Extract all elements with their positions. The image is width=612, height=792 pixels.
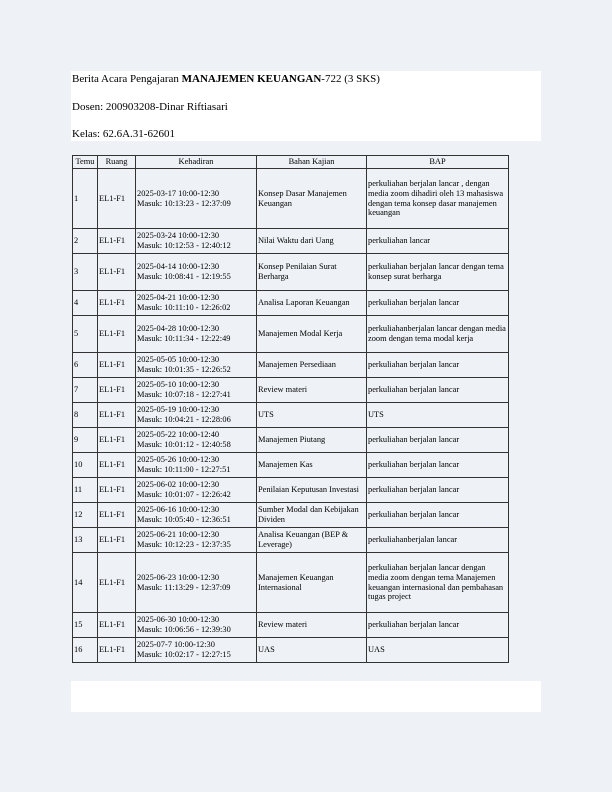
meeting-number-cell: 13 [73, 528, 98, 553]
schedule-text: 2025-07-7 10:00-12:30 [137, 640, 215, 650]
course-name: MANAJEMEN KEUANGAN [181, 73, 322, 85]
table-row [73, 528, 509, 553]
attendance-cell [136, 291, 257, 316]
column-header-bap: BAP [367, 156, 509, 169]
meeting-number-cell: 1 [73, 169, 98, 229]
topic-cell: Sumber Modal dan Kebijakan Dividen [257, 503, 367, 528]
topic-cell: UAS [257, 638, 367, 663]
lecturer-line: Dosen: 200903208-Dinar Riftiasari [72, 101, 228, 113]
meeting-number-cell: 6 [73, 353, 98, 378]
topic-cell: Review materi [257, 613, 367, 638]
attendance-cell [136, 316, 257, 353]
topic-cell: Analisa Keuangan (BEP & Leverage) [257, 528, 367, 553]
bap-cell: perkuliahan berjalan lancar [367, 378, 509, 403]
column-header-temu: Temu [73, 156, 98, 169]
schedule-text: 2025-04-28 10:00-12:30 [137, 324, 220, 334]
schedule-text: 2025-03-24 10:00-12:30 [137, 231, 220, 241]
schedule-text: 2025-05-26 10:00-12:30 [137, 455, 220, 465]
table-row [73, 291, 509, 316]
room-cell: EL1-F1 [98, 353, 136, 378]
table-row [73, 229, 509, 254]
topic-cell: Manajemen Keuangan Internasional [257, 553, 367, 613]
topic-cell: Manajemen Persediaan [257, 353, 367, 378]
checkin-text: Masuk: 10:13:23 - 12:37:09 [137, 198, 231, 208]
schedule-text: 2025-04-14 10:00-12:30 [137, 262, 220, 272]
schedule-text: 2025-06-02 10:00-12:30 [137, 480, 220, 490]
room-cell: EL1-F1 [98, 638, 136, 663]
room-cell: EL1-F1 [98, 378, 136, 403]
room-cell: EL1-F1 [98, 478, 136, 503]
attendance-cell [136, 169, 257, 229]
attendance-table [72, 155, 509, 663]
attendance-cell [136, 503, 257, 528]
table-row [73, 378, 509, 403]
meeting-number-cell: 7 [73, 378, 98, 403]
room-cell: EL1-F1 [98, 169, 136, 229]
bap-cell: perkuliahanberjalan lancar [367, 528, 509, 553]
title-prefix: Berita Acara Pengajaran [72, 73, 182, 85]
table-row [73, 453, 509, 478]
attendance-cell [136, 478, 257, 503]
checkin-text: Masuk: 10:04:21 - 12:28:06 [137, 415, 231, 424]
topic-cell: Analisa Laporan Keuangan [257, 291, 367, 316]
meeting-number-cell: 5 [73, 316, 98, 353]
column-header-ruang: Ruang [98, 156, 136, 169]
checkin-text: Masuk: 10:01:12 - 12:40:58 [137, 440, 231, 449]
meeting-number-cell: 3 [73, 254, 98, 291]
schedule-text: 2025-06-23 10:00-12:30 [137, 572, 220, 582]
meeting-number-cell: 16 [73, 638, 98, 663]
room-cell: EL1-F1 [98, 428, 136, 453]
topic-cell: Manajemen Piutang [257, 428, 367, 453]
bap-cell: perkuliahan berjalan lancar [367, 613, 509, 638]
attendance-cell [136, 428, 257, 453]
column-header-kehadiran: Kehadiran [136, 156, 257, 169]
meeting-number-cell: 9 [73, 428, 98, 453]
room-cell: EL1-F1 [98, 254, 136, 291]
schedule-text: 2025-06-16 10:00-12:30 [137, 505, 220, 515]
attendance-cell [136, 229, 257, 254]
meeting-number-cell: 4 [73, 291, 98, 316]
bap-cell: UTS [367, 403, 509, 428]
checkin-text: Masuk: 10:12:53 - 12:40:12 [137, 241, 231, 250]
bap-cell: perkuliahan berjalan lancar [367, 503, 509, 528]
schedule-text: 2025-06-30 10:00-12:30 [137, 615, 220, 625]
room-cell: EL1-F1 [98, 503, 136, 528]
table-header-row [73, 156, 509, 169]
document-title [72, 73, 380, 86]
table-row [73, 553, 509, 613]
meeting-number-cell: 10 [73, 453, 98, 478]
table-row [73, 428, 509, 453]
table-row [73, 254, 509, 291]
checkin-text: Masuk: 10:11:00 - 12:27:51 [137, 465, 231, 474]
room-cell: EL1-F1 [98, 403, 136, 428]
topic-cell: Konsep Penilaian Surat Berharga [257, 254, 367, 291]
bap-cell: perkuliahan berjalan lancar dengan tema konsep surat berharga [367, 254, 509, 291]
topic-cell: UTS [257, 403, 367, 428]
bap-cell: perkuliahan berjalan lancar [367, 478, 509, 503]
table-row [73, 353, 509, 378]
meeting-number-cell: 2 [73, 229, 98, 254]
schedule-text: 2025-05-19 10:00-12:30 [137, 405, 220, 415]
schedule-text: 2025-06-21 10:00-12:30 [137, 530, 220, 540]
topic-cell: Review materi [257, 378, 367, 403]
bap-cell: perkuliahan berjalan lancar [367, 453, 509, 478]
footer-panel [71, 681, 541, 712]
attendance-cell [136, 353, 257, 378]
room-cell: EL1-F1 [98, 453, 136, 478]
checkin-text: Masuk: 11:13:29 - 12:37:09 [137, 582, 231, 592]
checkin-text: Masuk: 10:02:17 - 12:27:15 [137, 650, 231, 659]
checkin-text: Masuk: 10:11:34 - 12:22:49 [137, 334, 231, 343]
schedule-text: 2025-03-17 10:00-12:30 [137, 188, 220, 198]
room-cell: EL1-F1 [98, 229, 136, 254]
meeting-number-cell: 11 [73, 478, 98, 503]
attendance-cell [136, 528, 257, 553]
room-cell: EL1-F1 [98, 528, 136, 553]
checkin-text: Masuk: 10:08:41 - 12:19:55 [137, 272, 231, 281]
table-row [73, 403, 509, 428]
meeting-number-cell: 15 [73, 613, 98, 638]
table-row [73, 638, 509, 663]
column-header-bahan-kajian: Bahan Kajian [257, 156, 367, 169]
topic-cell: Penilaian Keputusan Investasi [257, 478, 367, 503]
bap-cell: perkuliahan berjalan lancar , dengan media zoom dihadiri oleh 13 mahasiswa dengan tema konsep dasar manajemen keuangan [367, 169, 509, 229]
attendance-cell [136, 638, 257, 663]
topic-cell: Konsep Dasar Manajemen Keuangan [257, 169, 367, 229]
checkin-text: Masuk: 10:01:07 - 12:26:42 [137, 490, 231, 499]
attendance-cell [136, 403, 257, 428]
attendance-cell [136, 453, 257, 478]
topic-cell: Manajemen Modal Kerja [257, 316, 367, 353]
table-row [73, 316, 509, 353]
checkin-text: Masuk: 10:11:10 - 12:26:02 [137, 303, 231, 312]
table-row [73, 478, 509, 503]
schedule-text: 2025-04-21 10:00-12:30 [137, 293, 220, 303]
attendance-cell [136, 254, 257, 291]
checkin-text: Masuk: 10:05:40 - 12:36:51 [137, 515, 231, 524]
bap-cell: perkuliahan lancar [367, 229, 509, 254]
room-cell: EL1-F1 [98, 613, 136, 638]
meeting-number-cell: 8 [73, 403, 98, 428]
topic-cell: Manajemen Kas [257, 453, 367, 478]
class-line: Kelas: 62.6A.31-62601 [72, 128, 175, 140]
room-cell: EL1-F1 [98, 553, 136, 613]
bap-cell: perkuliahanberjalan lancar dengan media zoom dengan tema modal kerja [367, 316, 509, 353]
attendance-cell [136, 378, 257, 403]
schedule-text: 2025-05-10 10:00-12:30 [137, 380, 220, 390]
meeting-number-cell: 14 [73, 553, 98, 613]
checkin-text: Masuk: 10:06:56 - 12:39:30 [137, 625, 231, 634]
room-cell: EL1-F1 [98, 316, 136, 353]
checkin-text: Masuk: 10:12:23 - 12:37:35 [137, 540, 231, 549]
bap-cell: perkuliahan berjalan lancar [367, 291, 509, 316]
bap-cell: perkuliahan berjalan lancar [367, 353, 509, 378]
attendance-cell [136, 613, 257, 638]
table-row [73, 503, 509, 528]
schedule-text: 2025-05-22 10:00-12:40 [137, 430, 220, 440]
topic-cell: Nilai Waktu dari Uang [257, 229, 367, 254]
table-row [73, 613, 509, 638]
table-row [73, 169, 509, 229]
title-suffix: -722 (3 SKS) [321, 73, 380, 85]
bap-cell: perkuliahan berjalan lancar [367, 428, 509, 453]
bap-cell: perkuliahan berjalan lancar dengan media zoom dengan tema Manajemen keuangan internasional dan pembahasan tugas project [367, 553, 509, 613]
schedule-text: 2025-05-05 10:00-12:30 [137, 355, 220, 365]
attendance-cell [136, 553, 257, 613]
meeting-number-cell: 12 [73, 503, 98, 528]
checkin-text: Masuk: 10:07:18 - 12:27:41 [137, 390, 231, 399]
bap-cell: UAS [367, 638, 509, 663]
checkin-text: Masuk: 10:01:35 - 12:26:52 [137, 365, 231, 374]
room-cell: EL1-F1 [98, 291, 136, 316]
